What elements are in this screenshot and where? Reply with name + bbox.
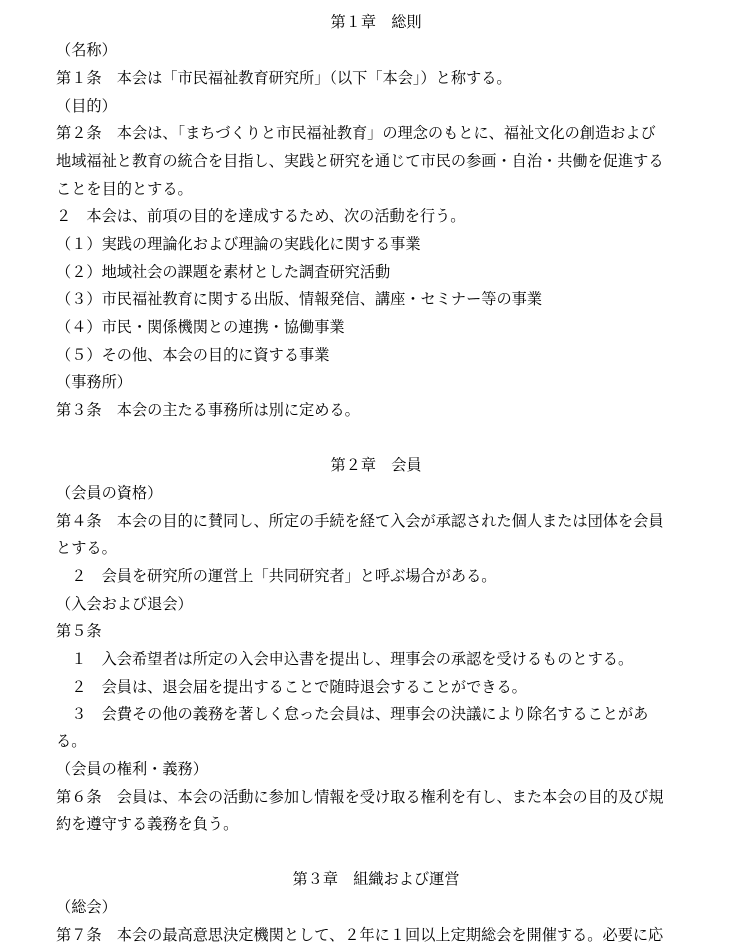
article-3: 第３条 本会の主たる事務所は別に定める。 bbox=[56, 401, 360, 419]
heading-office: （事務所） bbox=[56, 373, 132, 391]
article-2-line-2: 地域福祉と教育の統合を目指し、実践と研究を通じて市民の参画・自治・共働を促進する bbox=[56, 152, 664, 170]
article-5-paragraph-1: １ 入会希望者は所定の入会申込書を提出し、理事会の承認を受けるものとする。 bbox=[56, 650, 634, 668]
article-6-line-2: 約を遵守する義務を負う。 bbox=[56, 815, 239, 833]
article-5-paragraph-2: ２ 会員は、退会届を提出することで随時退会することができる。 bbox=[56, 678, 527, 696]
chapter-1-title: 第１章 総則 bbox=[330, 13, 422, 31]
activity-item-4: （４）市民・関係機関との連携・協働事業 bbox=[56, 318, 345, 336]
article-6-line-1: 第６条 会員は、本会の活動に参加し情報を受け取る権利を有し、また本会の目的及び規 bbox=[56, 788, 664, 806]
activity-item-5: （５）その他、本会の目的に資する事業 bbox=[56, 346, 330, 364]
article-7-line-1: 第７条 本会の最高意思決定機関として、２年に１回以上定期総会を開催する。必要に応 bbox=[56, 926, 664, 944]
activity-item-3: （３）市民福祉教育に関する出版、情報発信、講座・セミナー等の事業 bbox=[56, 290, 542, 308]
heading-join-leave: （入会および退会） bbox=[56, 595, 193, 613]
heading-rights-duties: （会員の権利・義務） bbox=[56, 760, 208, 778]
article-1: 第１条 本会は「市民福祉教育研究所」（以下「本会」）と称する。 bbox=[56, 69, 512, 87]
article-4-paragraph-2: ２ 会員を研究所の運営上「共同研究者」と呼ぶ場合がある。 bbox=[56, 567, 497, 585]
chapter-3-title: 第３章 組織および運営 bbox=[292, 870, 460, 888]
article-5-paragraph-3-line-1: ３ 会費その他の義務を著しく怠った会員は、理事会の決議により除名することがあ bbox=[56, 705, 649, 723]
heading-qualification: （会員の資格） bbox=[56, 484, 163, 502]
activity-item-2: （２）地域社会の課題を素材とした調査研究活動 bbox=[56, 263, 391, 281]
article-4-line-2: とする。 bbox=[56, 539, 117, 557]
article-5: 第５条 bbox=[56, 622, 102, 640]
heading-general-meeting: （総会） bbox=[56, 898, 117, 916]
article-2-line-3: ことを目的とする。 bbox=[56, 180, 193, 198]
article-5-paragraph-3-line-2: る。 bbox=[56, 732, 87, 750]
heading-purpose: （目的） bbox=[56, 97, 117, 115]
article-4-line-1: 第４条 本会の目的に賛同し、所定の手続を経て入会が承認された個人または団体を会員 bbox=[56, 512, 664, 530]
article-2-paragraph-2: ２ 本会は、前項の目的を達成するため、次の活動を行う。 bbox=[56, 207, 466, 225]
activity-item-1: （１）実践の理論化および理論の実践化に関する事業 bbox=[56, 235, 421, 253]
chapter-2-title: 第２章 会員 bbox=[330, 456, 422, 474]
heading-name: （名称） bbox=[56, 41, 117, 59]
article-2-line-1: 第２条 本会は、「まちづくりと市民福祉教育」の理念のもとに、福祉文化の創造および bbox=[56, 124, 656, 142]
